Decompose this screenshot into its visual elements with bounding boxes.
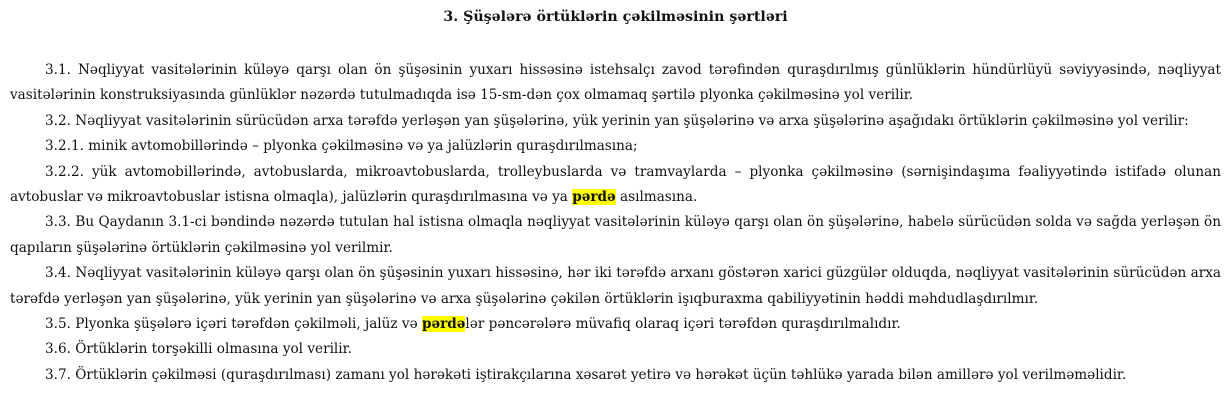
highlighted-term: pərdə	[572, 189, 616, 206]
paragraph-text: 3.7. Örtüklərin çəkilməsi (quraşdırılması) zamanı yol hərəkəti iştirakçılarına xəsarət yetirə və hərəkət üçün təhlükə yarada bilən amillərə yol verilməməlidir.	[45, 366, 1127, 383]
paragraph-text: 3.4. Nəqliyyat vasitələrinin küləyə qarşı olan ön şüşəsinin yuxarı hissəsinə, hər iki tərəfdə arxanı göstərən xarici güzgülər olduqda, nəqliyyat vasitələrinin sürücüdən arxa tərəfdə yerləşən yan şüşələrinə, yük yerinin yan şüşələrinə və arxa şüşələrinə çəkilən örtüklərin işıqburaxma qabiliyyətinin həddi məhdudlaşdırılmır.	[10, 265, 1221, 307]
paragraph-text: 3.6. Örtüklərin torşəkilli olmasına yol verilir.	[45, 341, 352, 358]
paragraph-text: 3.2. Nəqliyyat vasitələrinin sürücüdən arxa tərəfdə yerləşən yan şüşələrinə, yük yerinin yan şüşələrinə və arxa şüşələrinə aşağıdakı örtüklərin çəkilməsinə yol verilir:	[45, 112, 1189, 129]
paragraph-3-7	[10, 363, 1221, 388]
highlighted-term: pərdə	[421, 316, 466, 333]
paragraph-3-2-2	[10, 160, 1221, 211]
paragraph-3-1	[10, 58, 1221, 109]
paragraph-3-5	[10, 312, 1221, 337]
paragraph-text: 3.1. Nəqliyyat vasitələrinin küləyə qarşı olan ön şüşəsinin yuxarı hissəsinə istehsalçı zavod tərəfindən quraşdırılmış günlüklərin hündürlüyü səviyyəsində, nəqliyyat vasitələrinin konstruksiyasında günlüklər nəzərdə tutulmadıqda isə 15-sm-dən çox olmamaq şərtilə plyonka çəkilməsinə yol verilir.	[10, 62, 1221, 104]
paragraph-text: lər pəncərələrə müvafiq olaraq içəri tərəfdən quraşdırılmalıdır.	[465, 316, 901, 333]
paragraph-3-6	[10, 337, 1221, 362]
section-body	[10, 58, 1221, 388]
paragraph-text: 3.2.1. minik avtomobillərində – plyonka çəkilməsinə və ya jalüzlərin quraşdırılmasına;	[45, 138, 638, 155]
section-title: 3. Şüşələrə örtüklərin çəkilməsinin şərtləri	[443, 9, 788, 25]
paragraph-text: 3.3. Bu Qaydanın 3.1-ci bəndində nəzərdə tutulan hal istisna olmaqla nəqliyyat vasitələrinin küləyə qarşı olan ön şüşələrinə, habelə sürücüdən solda və sağda yerləşən ön qapıların şüşələrinə örtüklərin çəkilməsinə yol verilmir.	[10, 214, 1221, 256]
paragraph-3-3	[10, 210, 1221, 261]
paragraph-text: 3.2.2. yük avtomobillərində, avtobuslarda, mikroavtobuslarda, trolleybuslarda və tramvaylarda – plyonka çəkilməsinə (sərnişindaşıma fəaliyyətində istifadə olunan avtobuslar və mikroavtobuslar istisna olmaqla), jalüzlərin quraşdırılmasına və ya	[10, 163, 1221, 206]
paragraph-3-4	[10, 261, 1221, 312]
paragraph-3-2-1	[10, 134, 1221, 159]
paragraph-text: 3.5. Plyonka şüşələrə içəri tərəfdən çəkilməli, jalüz və	[45, 316, 422, 333]
paragraph-text: asılmasına.	[615, 189, 698, 206]
paragraph-3-2	[10, 109, 1221, 134]
